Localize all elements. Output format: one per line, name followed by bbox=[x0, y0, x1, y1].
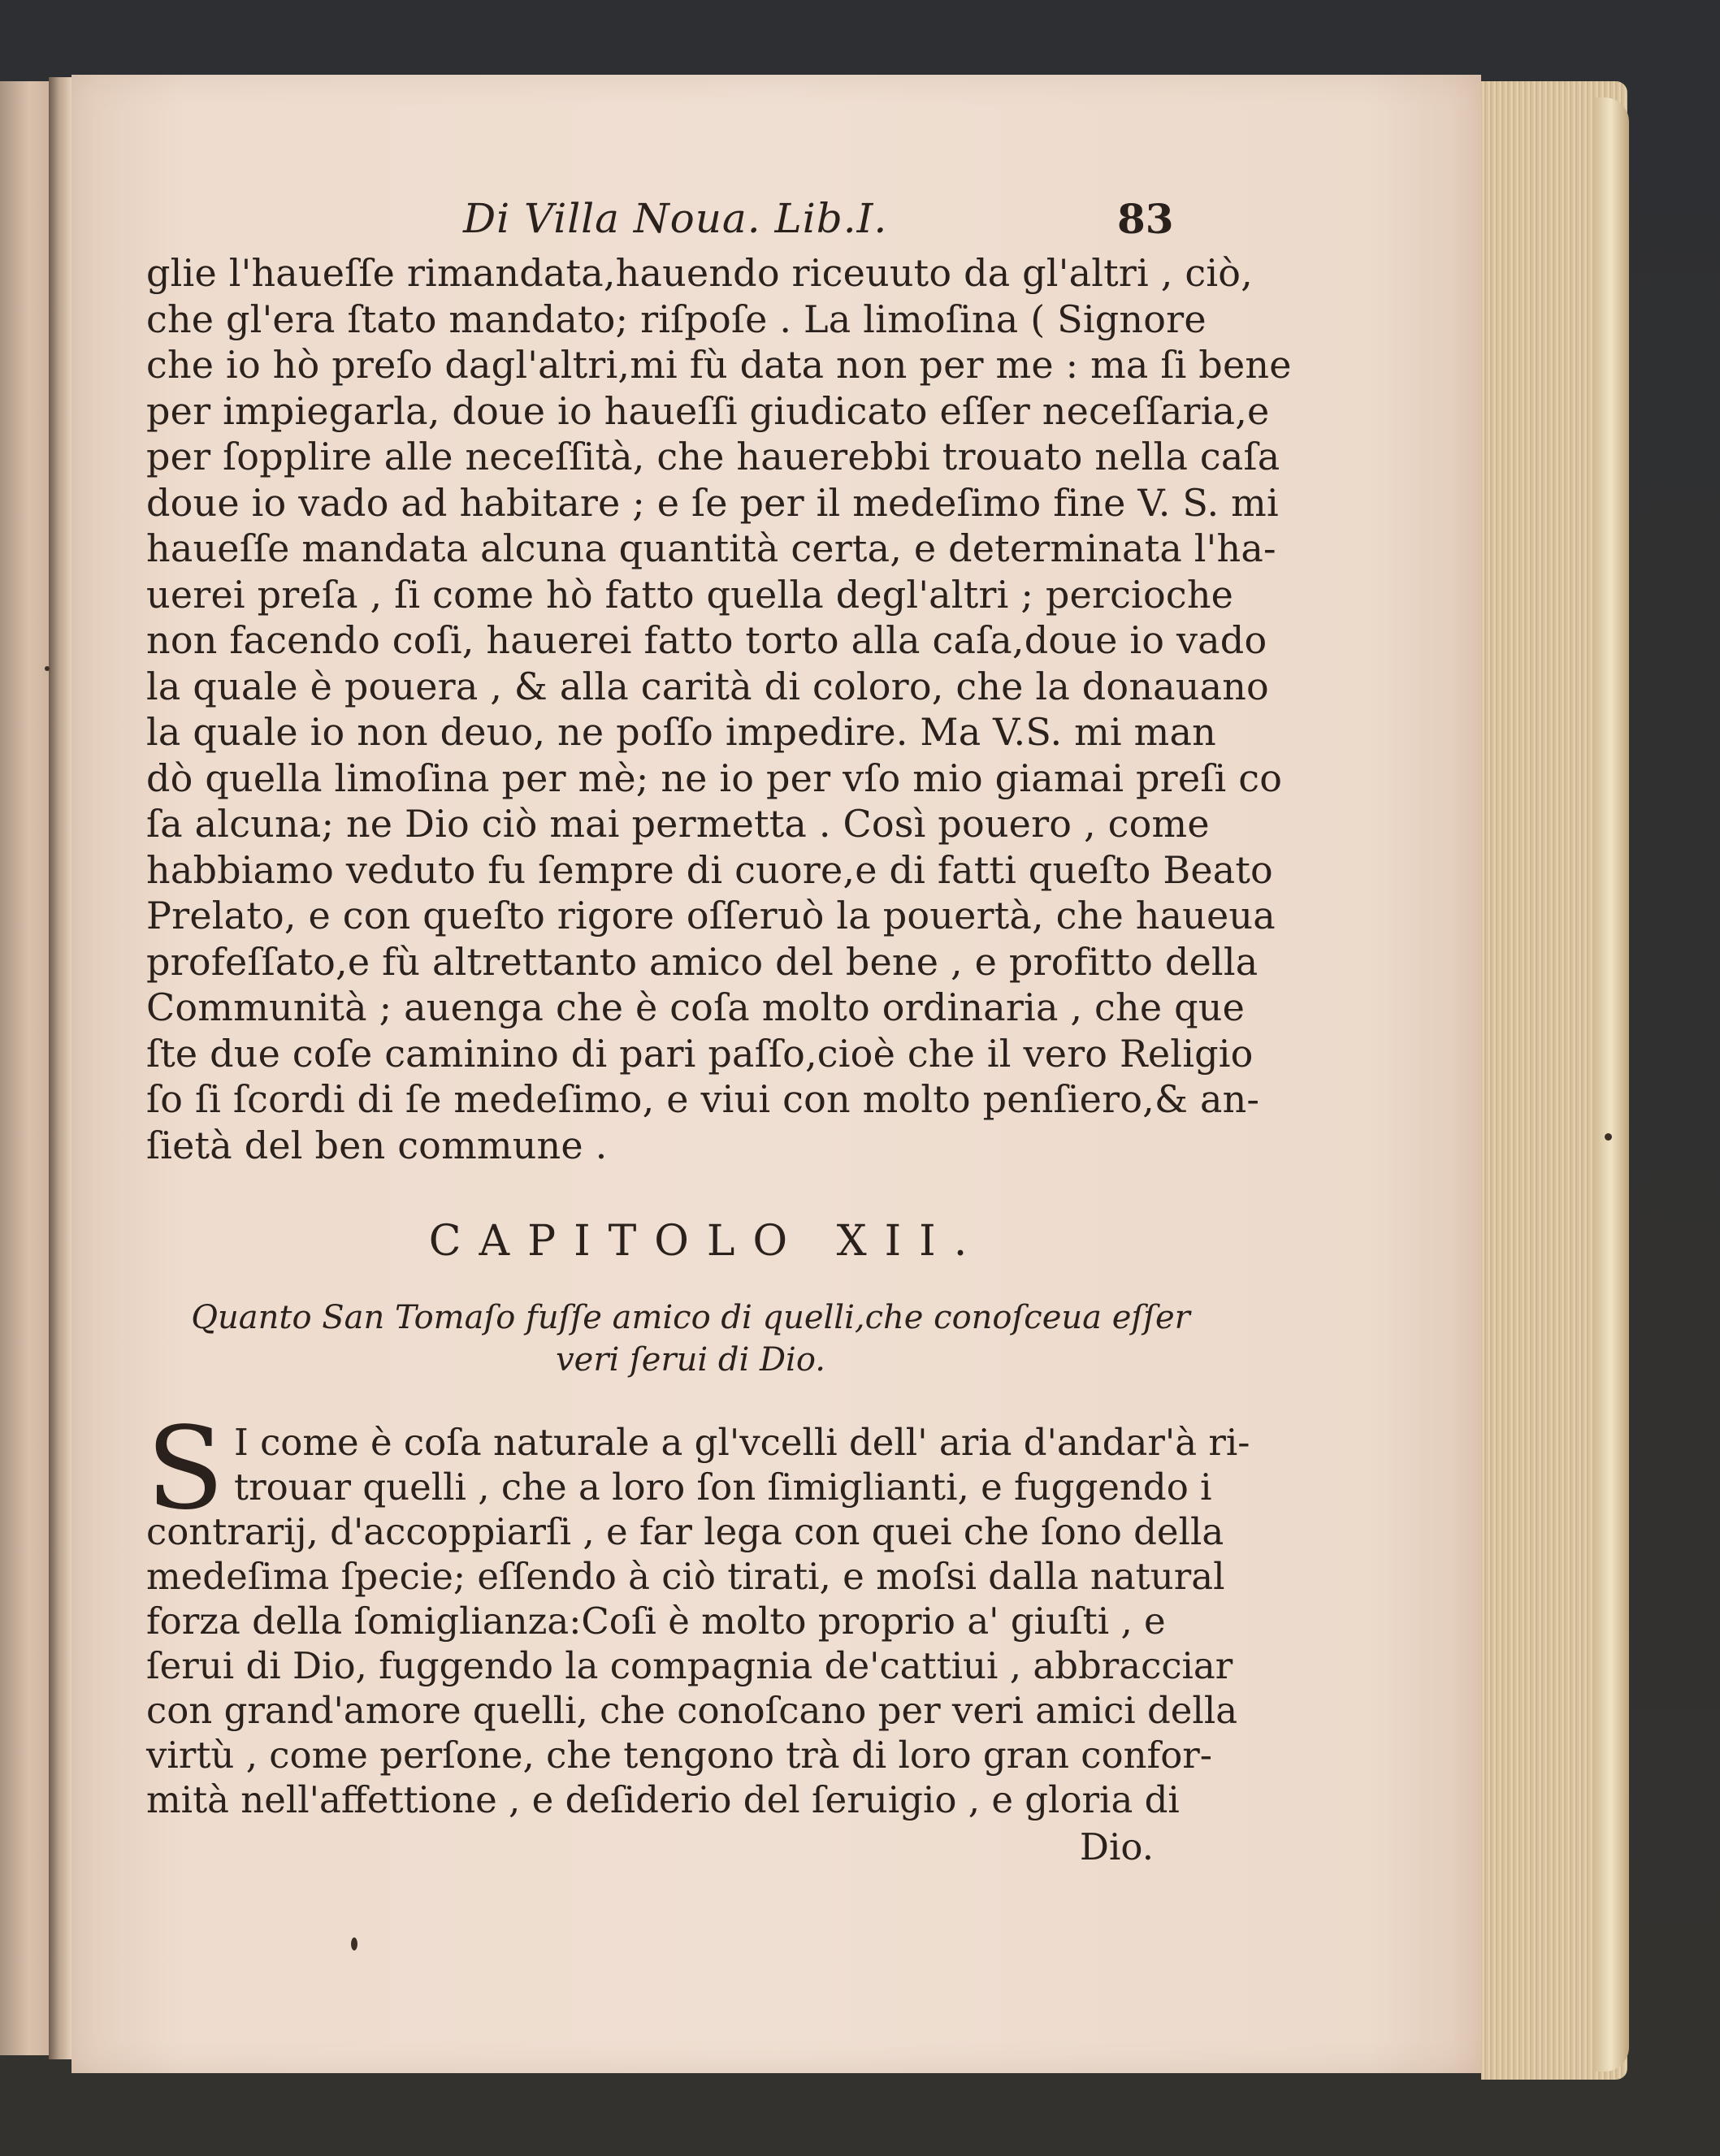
chapter-summary bbox=[146, 1297, 1235, 1381]
text-line: doue io vado ad habitare ; e ſe per il medeſimo fine V. S. mi bbox=[146, 480, 1279, 525]
text-line: che gl'era ſtato mandato; riſpoſe . La limoſina ( Signore bbox=[146, 297, 1207, 341]
text-line: ſietà del ben commune . bbox=[146, 1123, 608, 1167]
text-line: con grand'amore quelli, che conoſcano per veri amici della bbox=[146, 1689, 1238, 1732]
text-line: forza della ſomiglianza:Coſi è molto proprio a' giuſti , e bbox=[146, 1600, 1166, 1643]
text-line: per ſopplire alle neceſſità, che hauerebbi trouato nella caſa bbox=[146, 435, 1280, 478]
text-line: haueſſe mandata alcuna quantità certa, e determinata l'ha- bbox=[146, 526, 1276, 570]
chapter-heading: CAPITOLO XII. bbox=[428, 1217, 986, 1266]
text-line: uerei preſa , ſi come hò fatto quella degl'altri ; percioche bbox=[146, 572, 1234, 617]
text-line: la quale è pouera , & alla carità di coloro, che la donauano bbox=[146, 664, 1269, 708]
text-line: ſerui di Dio, fuggendo la compagnia de'cattiui , abbracciar bbox=[146, 1644, 1233, 1687]
drop-cap: S bbox=[146, 1403, 224, 1535]
page-number: 83 bbox=[1117, 195, 1174, 243]
text-line: mità nell'affettione , e deſiderio del ſeruigio , e gloria di bbox=[146, 1778, 1180, 1821]
text-line: ſo ſi ſcordi di ſe medeſimo, e viui con molto penſiero,& an- bbox=[146, 1077, 1260, 1121]
ink-spot bbox=[1605, 1133, 1612, 1141]
text-line: virtù , come perſone, che tengono trà di loro gran confor- bbox=[146, 1734, 1213, 1777]
text-line: per impiegarla, doue io haueſſi giudicato eſſer neceſſaria,e bbox=[146, 388, 1270, 433]
text-line: ſa alcuna; ne Dio ciò mai permetta . Così pouero , come bbox=[146, 802, 1210, 846]
running-title: Di Villa Noua. Lib.I. bbox=[463, 195, 888, 242]
summary-line: veri ſerui di Dio. bbox=[556, 1341, 825, 1379]
text-line: I come è coſa naturale a gl'vcelli dell' aria d'andar'à ri- bbox=[234, 1421, 1250, 1464]
text-line: dò quella limoſina per mè; ne io per vſo mio giamai preſi co bbox=[146, 755, 1283, 800]
text-line: trouar quelli , che a loro ſon ſimiglianti, e fuggendo i bbox=[234, 1465, 1212, 1509]
paragraph-1 bbox=[146, 250, 1292, 1168]
text-line: non facendo coſi, hauerei fatto torto alla caſa,doue io vado bbox=[146, 618, 1267, 662]
summary-line: Quanto San Tomaſo fuſſe amico di quelli,che conoſceua eſſer bbox=[191, 1299, 1190, 1336]
text-line: glie l'haueſſe rimandata,hauendo riceuuto da gl'altri , ciò, bbox=[146, 251, 1253, 295]
page-text bbox=[146, 195, 1292, 1868]
text-line: profeſſato,e fù altrettanto amico del bene , e profitto della bbox=[146, 939, 1259, 984]
text-line: ſte due coſe caminino di pari paſſo,cioè che il vero Religio bbox=[146, 1031, 1254, 1076]
text-line: medeſima ſpecie; eſſendo à ciò tirati, e moſsi dalla natural bbox=[146, 1555, 1225, 1598]
catchword: Dio. bbox=[1079, 1825, 1154, 1868]
page-header bbox=[146, 195, 1235, 250]
paragraph-2 bbox=[146, 1403, 1250, 1822]
text-line: habbiamo veduto fu ſempre di cuore,e di fatti queſto Beato bbox=[146, 847, 1273, 892]
left-page-edge bbox=[0, 81, 50, 2055]
text-line: la quale io non deuo, ne poſſo impedire. Ma V.S. mi man bbox=[146, 710, 1216, 754]
book-cover-edge bbox=[1592, 97, 1629, 2072]
text-line: Communità ; auenga che è coſa molto ordinaria , che que bbox=[146, 985, 1245, 1029]
ink-spot bbox=[45, 666, 50, 671]
text-line: contrarij, d'accoppiarſi , e far lega con quei che ſono della bbox=[146, 1510, 1224, 1553]
book-gutter bbox=[49, 77, 71, 2059]
ink-spot bbox=[351, 1937, 357, 1950]
text-line: Prelato, e con queſto rigore oſſeruò la pouertà, che haueua bbox=[146, 894, 1276, 937]
text-line: che io hò preſo dagl'altri,mi fù data non per me : ma ſi bene bbox=[146, 343, 1292, 387]
